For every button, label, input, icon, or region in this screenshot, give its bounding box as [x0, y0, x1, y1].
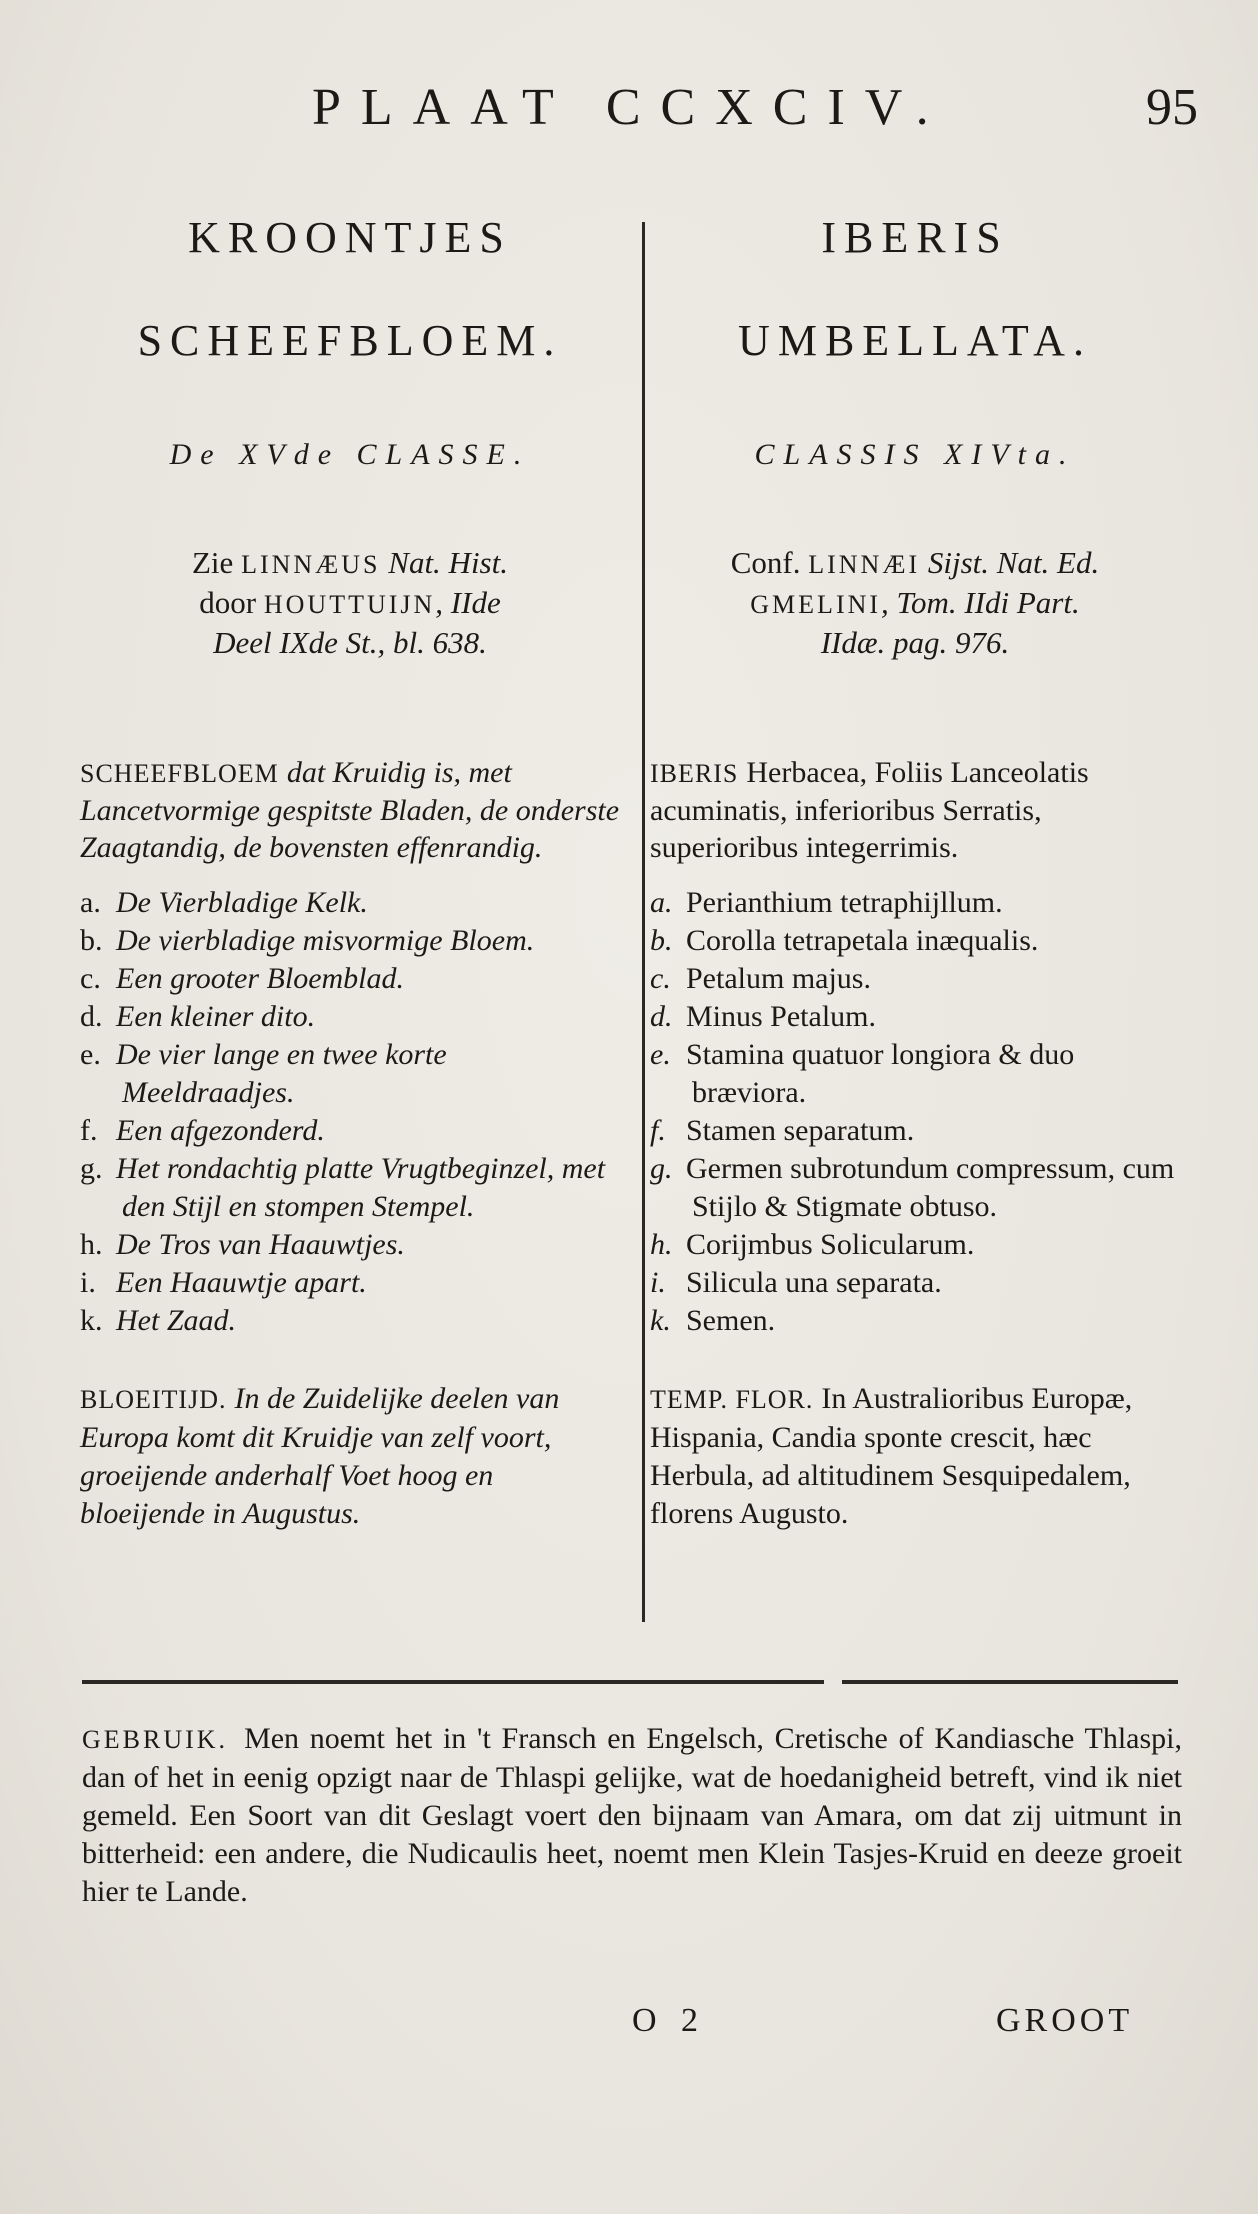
- usage-paragraph: [82, 1720, 1182, 1911]
- legend-item: k. Het Zaad.: [80, 1304, 236, 1337]
- flowering-lead: BLOEITIJD.: [80, 1385, 227, 1414]
- rule-right: [842, 1680, 1178, 1684]
- description-text: Herbacea, Foliis Lanceolatis acuminatis, inferioribus Serratis, superioribus integerrimis.: [650, 756, 1089, 864]
- legend-item: d. Een kleiner dito.: [80, 1000, 316, 1033]
- page-header: [0, 78, 1258, 148]
- legend-item: i. Een Haauwtje apart.: [80, 1266, 367, 1299]
- legend-item: g. Het rondachtig platte Vrugtbeginzel, met den Stijl en stompen Stempel.: [80, 1152, 606, 1223]
- latin-heading-1: IBERIS: [821, 213, 1009, 262]
- usage-text: Men noemt het in 't Fransch en Engelsch, Cretische of Kandiasche Thlaspi, dan of het in eenig opzigt naar de Thlaspi gelijke, wat de hoedanigheid betreft, vind ik niet gemeld. Een Soort van dit Geslagt voert den bijnaam van Amara, om dat zij uitmunt in bitterheid: een andere, die Nudicaulis heet, noemt men Klein Tasjes-Kruid en deeze groeit hier te Lande.: [82, 1722, 1182, 1908]
- legend-item: a. De Vierbladige Kelk.: [80, 886, 368, 919]
- legend-item: e. Stamina quatuor longiora & duo bræviora.: [650, 1038, 1075, 1109]
- legend-item: i. Silicula una separata.: [650, 1266, 942, 1299]
- legend-item: f. Stamen separatum.: [650, 1114, 915, 1147]
- dutch-flowering-time: [80, 1380, 620, 1533]
- dutch-figure-legend: [80, 884, 620, 1340]
- description-lead: IBERIS: [650, 759, 739, 788]
- dutch-heading-2: SCHEEFBLOEM.: [137, 316, 563, 365]
- flowering-lead: TEMP. FLOR.: [650, 1385, 814, 1414]
- page-number: 95: [1146, 79, 1198, 136]
- latin-classis: CLASSIS XIVta.: [754, 438, 1076, 471]
- flowering-text: In Australioribus Europæ, Hispania, Candia sponte crescit, hæc Herbula, ad altitudinem Sesquipedalem, florens Augusto.: [650, 1382, 1133, 1530]
- latin-reference: [650, 544, 1180, 662]
- catchword: GROOT: [996, 2002, 1134, 2039]
- legend-item: e. De vier lange en twee korte Meeldraadjes.: [80, 1038, 447, 1109]
- description-text: dat Kruidig is, met Lancetvormige gespitste Bladen, de onderste Zaagtandig, de bovensten effenrandig.: [80, 756, 620, 864]
- usage-lead: GEBRUIK.: [82, 1725, 229, 1754]
- plate-title: PLAAT CCXCIV.: [312, 79, 949, 136]
- legend-item: d. Minus Petalum.: [650, 1000, 877, 1033]
- dutch-description: [80, 754, 620, 866]
- ref-word: Zie: [192, 545, 234, 580]
- legend-item: c. Een grooter Bloemblad.: [80, 962, 405, 995]
- rule-left: [82, 1680, 824, 1684]
- signature-mark: O 2: [632, 2002, 707, 2039]
- page-footer: [0, 2002, 1258, 2052]
- dutch-column: [80, 200, 620, 1533]
- dutch-heading-1: KROONTJES: [188, 213, 512, 262]
- legend-item: b. Corolla tetrapetala inæqualis.: [650, 924, 1039, 957]
- legend-item: k. Semen.: [650, 1304, 776, 1337]
- ref-word: door: [199, 585, 257, 620]
- column-divider: [642, 222, 645, 1622]
- ref-author: LINNÆI: [808, 550, 921, 579]
- legend-item: g. Germen subrotundum compressum, cum Stijlo & Stigmate obtuso.: [650, 1152, 1175, 1223]
- ref-author: LINNÆUS: [241, 550, 381, 579]
- latin-heading-2: UMBELLATA.: [738, 316, 1092, 365]
- legend-item: a. Perianthium tetraphijllum.: [650, 886, 1003, 919]
- ref-editor: GMELINI: [750, 590, 882, 619]
- ref-work: Nat. Hist.: [388, 545, 508, 580]
- dutch-reference: [80, 544, 620, 662]
- ref-word: Conf.: [730, 545, 801, 580]
- ref-volume: Deel IXde St., bl. 638.: [213, 625, 487, 660]
- legend-item: h. De Tros van Haauwtjes.: [80, 1228, 405, 1261]
- legend-item: c. Petalum majus.: [650, 962, 871, 995]
- legend-item: b. De vierbladige misvormige Bloem.: [80, 924, 535, 957]
- latin-figure-legend: [650, 884, 1180, 1340]
- legend-item: f. Een afgezonderd.: [80, 1114, 325, 1147]
- latin-column: [650, 200, 1180, 1533]
- dutch-classe: De XVde CLASSE.: [169, 438, 531, 471]
- ref-editor: HOUTTUIJN: [263, 590, 436, 619]
- latin-description: [650, 754, 1180, 866]
- flowering-text: In de Zuidelijke deelen van Europa komt dit Kruidje van zelf voort, groeijende anderhalf Voet hoog en bloeijende in Augustus.: [80, 1382, 560, 1530]
- description-lead: SCHEEFBLOEM: [80, 759, 279, 788]
- ref-work: Sijst. Nat. Ed.: [927, 545, 1100, 580]
- ref-part: , IIde: [435, 585, 501, 620]
- ref-page: IIdæ. pag. 976.: [820, 625, 1010, 660]
- latin-flowering-time: [650, 1380, 1180, 1533]
- legend-item: h. Corijmbus Solicularum.: [650, 1228, 975, 1261]
- ref-part: , Tom. IIdi Part.: [881, 585, 1080, 620]
